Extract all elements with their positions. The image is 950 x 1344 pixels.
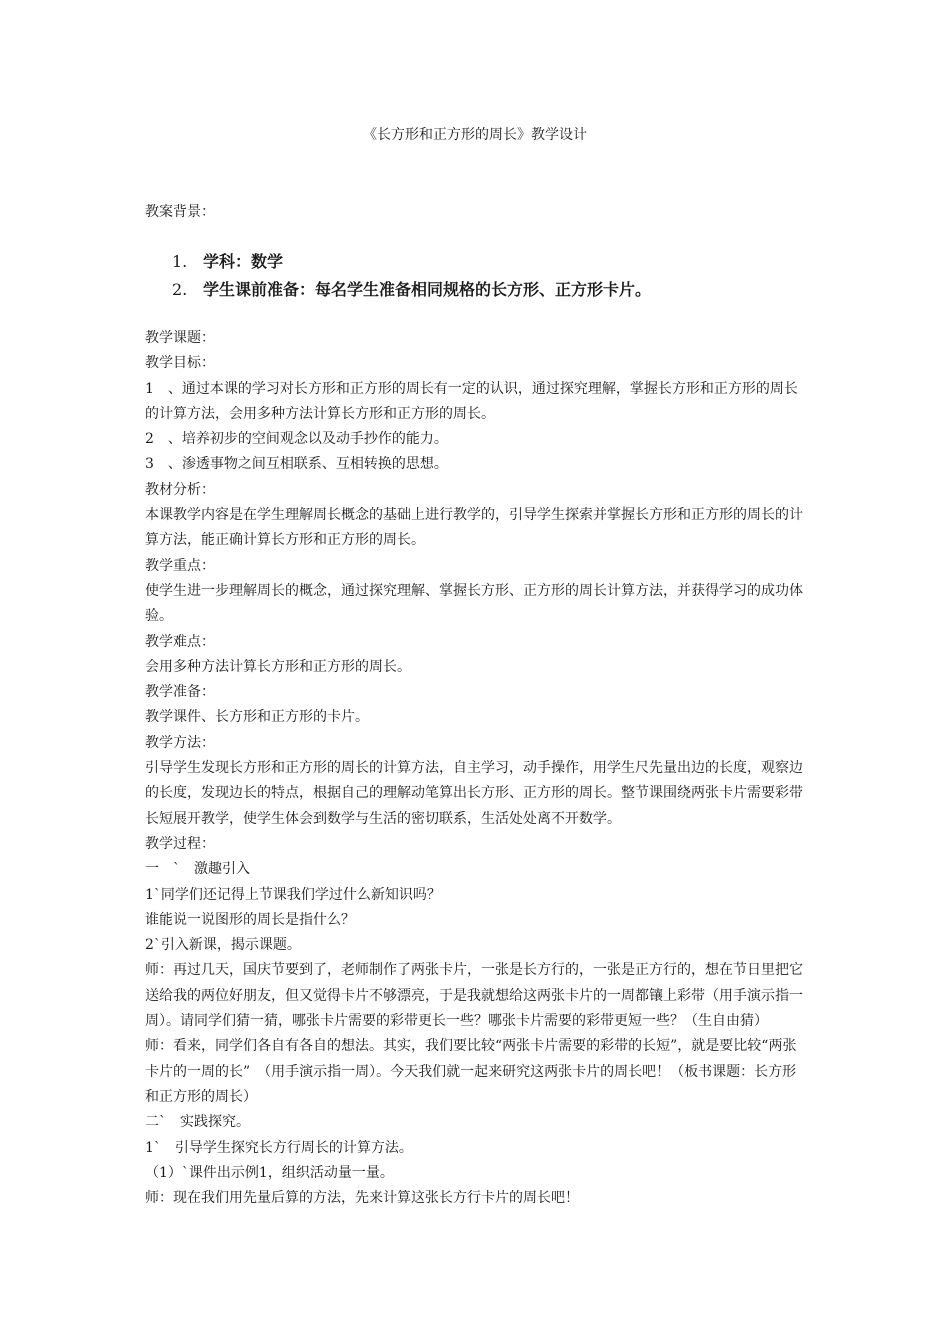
body-paragraph: 教材分析： <box>145 481 215 498</box>
body-paragraph: 会用多种方法计算长方形和正方形的周长。 <box>145 658 411 675</box>
body-paragraph: 谁能说一说图形的周长是指什么？ <box>145 911 355 928</box>
body-paragraph: 本课教学内容是在学生理解周长概念的基础上进行教学的，引导学生探索并掌握长方形和正方形的周长的计算方法，能正确计算长方形和正方形的周长。 <box>145 507 803 549</box>
body-paragraph: 引导学生发现长方形和正方形的周长的计算方法，自主学习，动手操作，用学生尺先量出边的长度，观察边的长度，发现边长的特点，根据自己的理解动笔算出长方形、正方形的周长。整节课围绕两张卡片需要彩带长短展开教学，使学生体会到数学与生活的密切联系，生活处处离不开数学。 <box>145 760 803 827</box>
body-paragraph: 1` 引导学生探究长方行周长的计算方法。 <box>145 1139 413 1156</box>
body-paragraph: 1`同学们还记得上节课我们学过什么新知识吗？ <box>145 886 441 903</box>
body-paragraph: 教学重点： <box>145 557 215 574</box>
body-paragraph: 教学准备： <box>145 684 215 701</box>
list-item <box>172 248 651 276</box>
body-paragraph: 2`引入新课，揭示课题。 <box>145 937 301 954</box>
list-text: 学科：数学 <box>203 252 284 271</box>
document-title: 《长方形和正方形的周长》教学设计 <box>363 127 587 143</box>
body-paragraph: 教学课题： <box>145 330 215 346</box>
body-paragraph: 教学过程： <box>145 835 215 852</box>
body-paragraph: 2 、培养初步的空间观念以及动手抄作的能力。 <box>145 431 448 448</box>
body-paragraph: 教学难点： <box>145 633 215 650</box>
body-paragraph: （1）`课件出示例1，组织活动量一量。 <box>145 1164 394 1181</box>
body-paragraph: 3 、渗透事物之间互相联系、互相转换的思想。 <box>145 456 448 473</box>
body-paragraph: 使学生进一步理解周长的概念，通过探究理解、掌握长方形、正方形的周长计算方法，并获得学习的成功体验。 <box>145 582 803 625</box>
body-paragraph: 师：看来，同学们各自有各自的想法。其实，我们要比较“两张卡片需要的彩带的长短”，就是要比较“两张卡片的一周的长” （用手演示指一周）。今天我们就一起来研究这两张卡片的周长吧！（板书课题：长方形和正方形的周长） <box>145 1038 797 1105</box>
body-paragraph: 师：再过几天，国庆节要到了，老师制作了两张卡片，一张是长方行的，一张是正方行的，想在节日里把它送给我的两位好朋友，但又觉得卡片不够漂亮，于是我就想给这两张卡片的一周都镶上彩带（用手演示指一周）。请同学们猜一猜，哪张卡片需要的彩带更长一些？哪张卡片需要的彩带更短一些？（生自由猜） <box>145 962 803 1030</box>
body-paragraph: 教学方法： <box>145 734 215 751</box>
body-paragraph: 1 、通过本课的学习对长方形和正方形的周长有一定的认识，通过探究理解，掌握长方形和正方形的周长的计算方法，会用多种方法计算长方形和正方形的周长。 <box>145 380 798 422</box>
body-paragraph: 师：现在我们用先量后算的方法，先来计算这张长方行卡片的周长吧！ <box>145 1190 579 1207</box>
background-label: 教案背景： <box>145 204 215 220</box>
body-paragraph: 教学目标： <box>145 355 215 372</box>
body-paragraph: 一 ` 激趣引入 <box>145 861 250 878</box>
list-number: 1. <box>172 252 188 271</box>
list-text: 学生课前准备：每名学生准备相同规格的长方形、正方形卡片。 <box>203 280 652 299</box>
background-list <box>172 248 651 304</box>
list-item <box>172 276 651 304</box>
body-paragraph: 教学课件、长方形和正方形的卡片。 <box>145 709 369 726</box>
document-body <box>145 326 807 1211</box>
list-number: 2. <box>172 280 188 299</box>
body-paragraph: 二` 实践探究。 <box>145 1114 250 1131</box>
